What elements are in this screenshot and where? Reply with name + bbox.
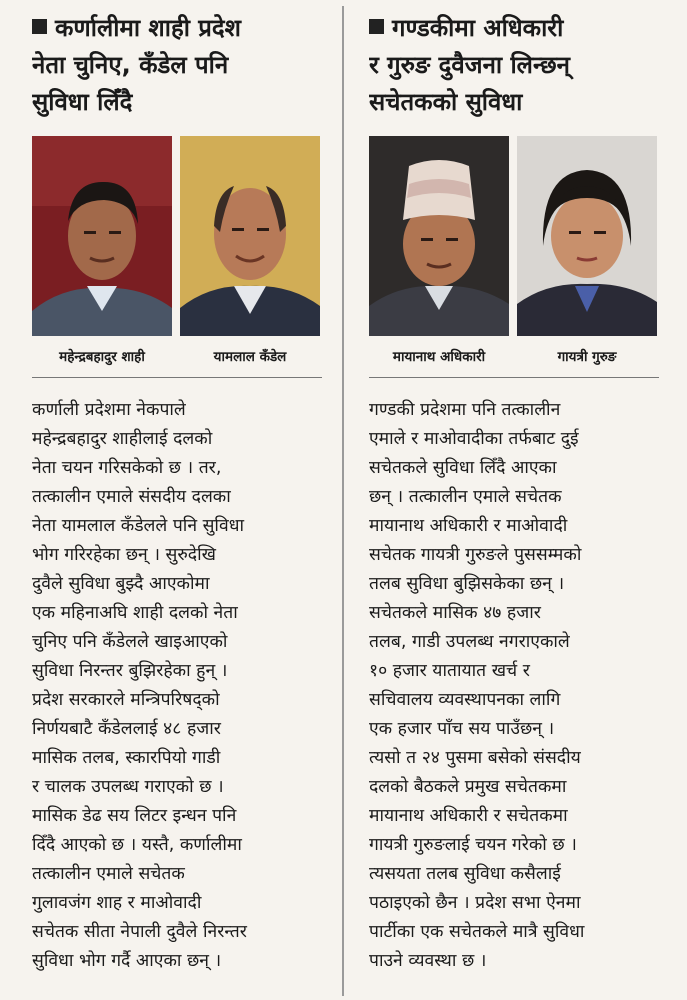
left-photos (32, 136, 320, 336)
body-line: सचेतकले सुविधा लिँदै आएका (369, 458, 557, 478)
body-line: १० हजार यातायात खर्च र (369, 661, 530, 681)
body-line: तलब सुविधा बुझिसकेका छन् । (369, 574, 565, 594)
headline-line: गण्डकीमा अधिकारी (369, 10, 667, 47)
body-line: दुवैले सुविधा बुझ्दै आएकोमा (32, 574, 210, 594)
right-captions (369, 340, 657, 374)
body-line: एमाले र माओवादीका तर्फबाट दुई (369, 429, 579, 449)
body-line: मासिक डेढ सय लिटर इन्धन पनि (32, 806, 237, 826)
portrait-photo-shahi (32, 136, 172, 336)
body-line: सचिवालय व्यवस्थापनका लागि (369, 690, 561, 710)
portrait-photo-gurung (517, 136, 657, 336)
body-line: तलब, गाडी उपलब्ध नगराएकाले (369, 632, 570, 652)
photo-caption: गायत्री गुरुङ (557, 349, 617, 365)
body-line: छन् । तत्कालीन एमाले सचेतक (369, 487, 562, 507)
body-line: महेन्द्रबहादुर शाहीलाई दलको (32, 429, 213, 449)
body-line: गुलावजंग शाह र माओवादी (32, 893, 202, 913)
caption-divider (369, 377, 659, 378)
portrait-photo-adhikari (369, 136, 509, 336)
square-bullet-icon (369, 19, 384, 34)
right-article (345, 0, 687, 1000)
left-article (0, 0, 340, 1000)
portrait-photo-kandel (180, 136, 320, 336)
caption-divider (32, 377, 322, 378)
right-photos (369, 136, 657, 336)
body-line: नेता यामलाल कँडेलले पनि सुविधा (32, 516, 244, 536)
body-line: चुनिए पनि कँडेलले खाइआएको (32, 632, 228, 652)
body-line: तत्कालीन एमाले संसदीय दलका (32, 487, 231, 507)
body-line: सचेतक सीता नेपाली दुवैले निरन्तर (32, 922, 247, 942)
body-line: प्रदेश सरकारले मन्त्रिपरिषद्को (32, 690, 220, 710)
headline-line: नेता चुनिए, कँडेल पनि (32, 51, 229, 79)
body-line: र चालक उपलब्ध गराएको छ । (32, 777, 224, 797)
body-line: मायानाथ अधिकारी र माओवादी (369, 516, 568, 536)
body-line: एक महिनाअघि शाही दलको नेता (32, 603, 238, 623)
right-headline (369, 10, 667, 122)
body-line: एक हजार पाँच सय पाउँछन् । (369, 719, 555, 739)
body-line: पठाइएको छैन । प्रदेश सभा ऐनमा (369, 893, 581, 913)
body-line: सचेतक गायत्री गुरुङले पुससम्मको (369, 545, 582, 565)
right-body-text (369, 396, 665, 976)
body-line: सुविधा निरन्तर बुझिरहेका हुन् । (32, 661, 228, 681)
photo-caption: मायानाथ अधिकारी (392, 349, 486, 365)
headline-line: सचेतकको सुविधा (369, 88, 523, 116)
body-line: तत्कालीन एमाले सचेतक (32, 864, 185, 884)
body-line: भोग गरिरहेका छन् । सुरुदेखि (32, 545, 216, 565)
body-line: दिँदै आएको छ । यस्तै, कर्णालीमा (32, 835, 242, 855)
left-body-text (32, 396, 328, 976)
body-line: मायानाथ अधिकारी र सचेतकमा (369, 806, 568, 826)
left-captions (32, 340, 320, 374)
body-line: पाउने व्यवस्था छ । (369, 951, 487, 971)
headline-line: र गुरुङ दुवैजना लिन्छन् (369, 51, 570, 79)
body-line: त्यसयता तलब सुविधा कसैलाई (369, 864, 561, 884)
square-bullet-icon (32, 19, 47, 34)
left-headline (32, 10, 326, 122)
body-line: निर्णयबाटै कँडेललाई ४८ हजार (32, 719, 221, 739)
body-line: दलको बैठकले प्रमुख सचेतकमा (369, 777, 567, 797)
body-line: सचेतकले मासिक ४७ हजार (369, 603, 541, 623)
column-divider (342, 6, 344, 996)
headline-line: सुविधा लिँदै (32, 88, 133, 116)
body-line: मासिक तलब, स्कारपियो गाडी (32, 748, 221, 768)
photo-caption: महेन्द्रबहादुर शाही (59, 349, 145, 365)
body-line: पार्टीका एक सचेतकले मात्रै सुविधा (369, 922, 585, 942)
body-line: सुविधा भोग गर्दै आएका छन् । (32, 951, 222, 971)
body-line: नेता चयन गरिसकेको छ । तर, (32, 458, 222, 478)
body-line: कर्णाली प्रदेशमा नेकपाले (32, 400, 186, 420)
body-line: गायत्री गुरुङलाई चयन गरेको छ । (369, 835, 577, 855)
body-line: गण्डकी प्रदेशमा पनि तत्कालीन (369, 400, 561, 420)
headline-line: कर्णालीमा शाही प्रदेश (32, 10, 326, 47)
body-line: त्यसो त २४ पुसमा बसेको संसदीय (369, 748, 581, 768)
photo-caption: यामलाल कँडेल (213, 349, 287, 365)
